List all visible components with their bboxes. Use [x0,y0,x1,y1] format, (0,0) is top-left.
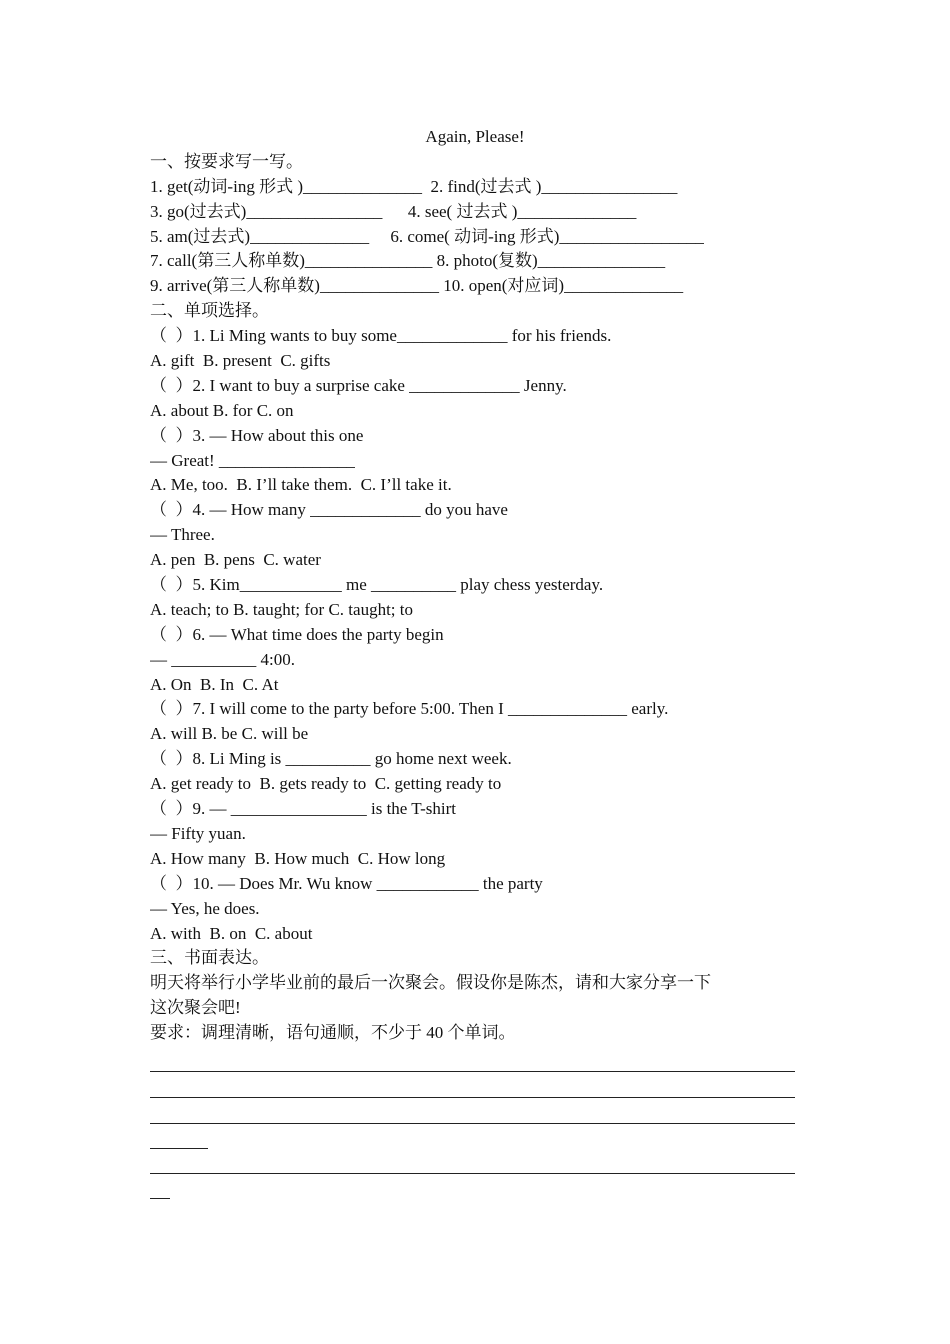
writing-answer-line-continued[interactable] [150,1174,795,1199]
question-line: （ ）9. — ________________ is the T-shirt [150,799,457,819]
section1-row: 7. call(第三人称单数)_______________ 8. photo(复数)_______________ [150,251,666,271]
writing-answer-line[interactable] [150,1098,795,1124]
worksheet-content [150,125,795,1199]
question-line: （ ）10. — Does Mr. Wu know ____________ the party [150,873,543,893]
section1-heading: 一、按要求写一写。 [150,151,303,171]
section3-heading: 三、书面表达。 [150,948,269,968]
dialogue-line: — Fifty yuan. [150,823,246,843]
worksheet-title: Again, Please! [425,127,525,146]
writing-answer-line[interactable] [150,1046,795,1072]
section1-row: 5. am(过去式)______________ 6. come( 动词-ing 形式)_________________ [150,226,704,246]
writing-answer-line-continued[interactable] [150,1124,795,1149]
writing-answer-line[interactable] [150,1149,795,1175]
writing-prompt: 明天将举行小学毕业前的最后一次聚会。假设你是陈杰，请和大家分享一下 [150,973,711,993]
question-line: （ ）8. Li Ming is __________ go home next week. [150,749,512,769]
question-line: （ ）1. Li Ming wants to buy some_____________ for his friends. [150,326,612,346]
options-line: A. will B. be C. will be [150,724,309,744]
options-line: A. gift B. present C. gifts [150,351,331,371]
options-line: A. about B. for C. on [150,400,294,420]
section1-row: 1. get(动词-ing 形式 )______________ 2. find(过去式 )________________ [150,176,678,196]
question-line: （ ）7. I will come to the party before 5:00. Then I ______________ early. [150,699,669,719]
options-line: A. How many B. How much C. How long [150,848,446,868]
question-line: （ ）5. Kim____________ me __________ play chess yesterday. [150,575,604,595]
question-line: （ ）4. — How many _____________ do you have [150,500,508,520]
section1-row: 9. arrive(第三人称单数)______________ 10. open(对应词)______________ [150,276,684,296]
options-line: A. On B. In C. At [150,674,279,694]
question-line: （ ）3. — How about this one [150,425,364,445]
options-line: A. with B. on C. about [150,923,313,943]
options-line: A. Me, too. B. I’ll take them. C. I’ll take it. [150,475,452,495]
dialogue-line: — __________ 4:00. [150,649,295,669]
options-line: A. get ready to B. gets ready to C. getting ready to [150,774,502,794]
writing-requirement: 要求：调理清晰，语句通顺，不少于 40 个单词。 [150,1023,516,1043]
writing-answer-line[interactable] [150,1072,795,1098]
options-line: A. pen B. pens C. water [150,550,321,570]
section1-row: 3. go(过去式)________________ 4. see( 过去式 )______________ [150,201,637,221]
dialogue-line: — Great! ________________ [150,450,355,470]
question-line: （ ）6. — What time does the party begin [150,624,444,644]
dialogue-line: — Yes, he does. [150,898,260,918]
section2-heading: 二、单项选择。 [150,301,269,321]
question-line: （ ）2. I want to buy a surprise cake _____________ Jenny. [150,375,567,395]
options-line: A. teach; to B. taught; for C. taught; to [150,599,413,619]
writing-prompt: 这次聚会吧! [150,998,241,1018]
dialogue-line: — Three. [150,525,215,545]
